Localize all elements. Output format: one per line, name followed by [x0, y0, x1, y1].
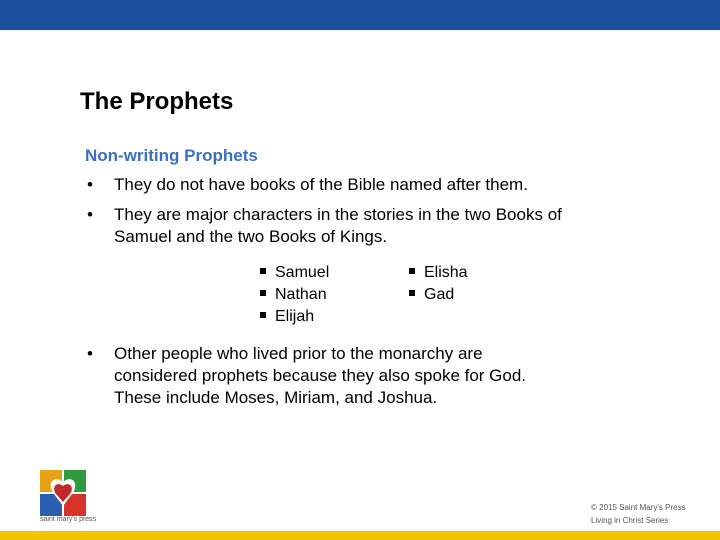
copyright-text: © 2015 Saint Mary's Press — [591, 503, 686, 512]
square-bullet-icon — [260, 268, 266, 274]
list-item: Nathan — [260, 284, 329, 306]
series-text: Living in Christ Series — [591, 516, 669, 525]
footer-copyright — [591, 501, 686, 527]
list-item: Samuel — [260, 262, 329, 284]
list-item: Elijah — [260, 306, 329, 328]
list-item: Gad — [409, 284, 468, 306]
bullet-marker: • — [87, 344, 93, 363]
bullet-text: considered prophets because they also spoke for God. — [114, 366, 527, 385]
bullet-marker: • — [87, 175, 93, 194]
square-bullet-icon — [409, 268, 415, 274]
list-item: Elisha — [409, 262, 468, 284]
bullet-text: They do not have books of the Bible named after them. — [114, 175, 528, 194]
prophet-list-right — [409, 262, 468, 306]
bullet-marker: • — [87, 205, 93, 224]
square-bullet-icon — [409, 290, 415, 296]
bullet-text: Other people who lived prior to the monarchy are — [114, 344, 483, 363]
top-bar — [0, 0, 720, 30]
logo-wordmark: saint mary's press — [40, 516, 97, 523]
square-bullet-icon — [260, 312, 266, 318]
bullet-text: These include Moses, Miriam, and Joshua. — [114, 388, 438, 407]
bottom-bar — [0, 531, 720, 540]
prophet-list-left — [260, 262, 329, 328]
slide-title: The Prophets — [80, 88, 234, 115]
bullet-text: They are major characters in the stories in the two Books of — [114, 205, 562, 224]
section-subhead: Non-writing Prophets — [85, 146, 258, 165]
bullet-text: Samuel and the two Books of Kings. — [114, 227, 388, 246]
square-bullet-icon — [260, 290, 266, 296]
